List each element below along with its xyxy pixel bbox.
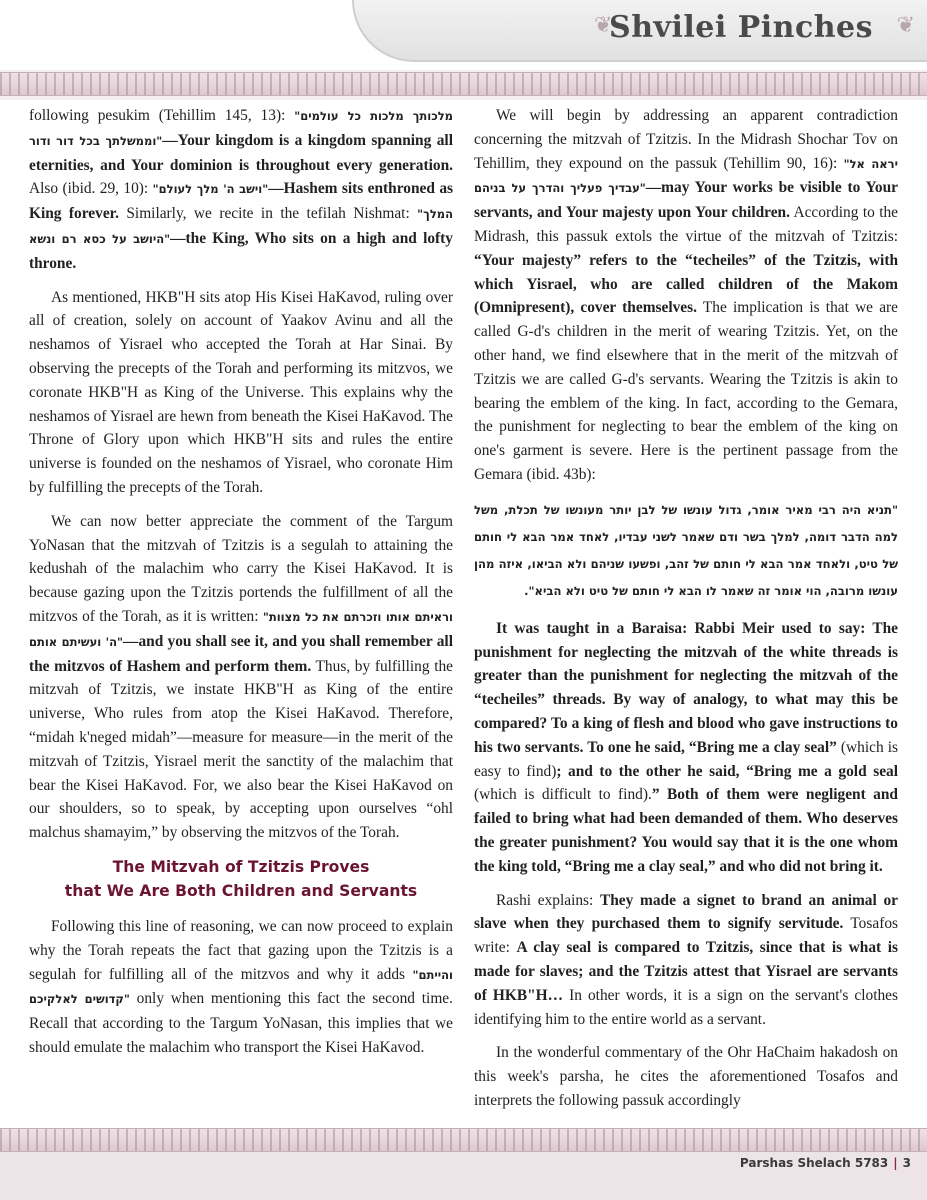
paragraph (474, 104, 898, 487)
title-plate (352, 0, 927, 62)
text-run: Also (ibid. 29, 10): (29, 180, 153, 198)
text-run: We can now better appreciate the comment of the Targum YoNasan that the mitzvah of Tzitzis is a segulah to attaining the kedushah of the malachim who carry the Kisei HaKavod. It is because gazing upon the Tzitzis portends the fulfillment of all the mitzvos of the Torah, as it is written: (29, 512, 453, 625)
bold-text: —and you shall see it, and you shall remember all the mitzvos of Hashem and perform them. (29, 632, 453, 675)
hebrew-text: "וראיתם אותו וזכרתם את (262, 609, 453, 624)
bold-text: —may Your works be visible to Your servants, and Your majesty upon Your children. (474, 179, 898, 222)
text-run: The implication is that we are called G-d's children in the merit of wearing Tzitzis. Yet, on the other hand, we find elsewhere that in the merit of the mitzvah of Tzitzis we are called G-d's servants. Wearing the Tzitzis is akin to bearing the emblem of the king. In fact, according to the Gemara, the punishment for neglecting to bear the emblem of the king on one's garment is severe. Here is the pertinent passage from the Gemara (ibid. 43b): (474, 299, 898, 483)
text-run: Similarly, we recite in the tefilah Nishmat: (118, 205, 418, 223)
paragraph (474, 617, 898, 879)
text-run: Following this line of reasoning, we can now proceed to explain why the Torah repeats the fact that gazing upon the Tzitzis is a segulah for fulfilling all of the mitzvos and why it adds (29, 917, 453, 983)
bold-text: —the King, Who sits on a high and lofty throne. (29, 229, 453, 272)
decorative-border-bottom (0, 1128, 927, 1152)
hebrew-text: "המלך היושב על כסא רם ונשא" (29, 207, 453, 246)
hebrew-text: "והייתם קדושים לאלקיכם" (29, 967, 453, 1007)
hebrew-text: "מלכותך מלכות כל עולמים (294, 109, 453, 123)
text-run: (which is easy to find) (474, 738, 898, 780)
ornament-icon: ❦ (896, 12, 915, 37)
text-run: Thus, by fulfilling the mitzvah of Tzitzis, we instate HKB"H as King of the entire universe, Who rules from atop the Kisei HaKavod. Therefore, “midah k'neged midah”—measure for measure—in the merit of the mitzvah of Tzitzis, Yisrael merit the sanctity of the malachim that bear the Kisei HaKavod. For, we also bear the Kisei HaKavod on our shoulders, so to speak, by accepting upon ourselves “ohl malchus shamayim,” by observing the mitzvos of the Torah. (29, 657, 453, 842)
page-footer (740, 1156, 911, 1170)
ornament-icon: ❦ (594, 12, 613, 37)
section-heading-line: that We Are Both Children and Servants (64, 881, 418, 900)
left-column (29, 104, 453, 1116)
right-column (474, 104, 898, 1116)
text-run: According to the Midrash, this passuk extols the virtue of the mitzvah of Tzitzis: (474, 204, 898, 245)
paragraph (29, 510, 453, 845)
paragraph: In the wonderful commentary of the Ohr HaChaim hakadosh on this week's parsha, he cites the aforementioned Tosafos and interprets the following passuk accordingly (474, 1044, 898, 1109)
hebrew-text: וממשלתך בכל דור ודור" (29, 133, 163, 148)
paragraph (474, 889, 898, 1032)
text-run: (which is difficult to find). (474, 786, 652, 804)
text-run: only when mentioning this fact the second time. Recall that according to the Targum YoNasan, this implies that we should emulate the malachim who transport the Kisei HaKavod. (29, 990, 453, 1056)
bold-text: ; and to the other he said, “Bring me a gold seal (556, 762, 898, 780)
hebrew-text: כל מצוות ה' ועשיתם אותם" (29, 609, 319, 649)
page-title: Shvilei Pinches (609, 10, 873, 45)
paragraph (29, 915, 453, 1060)
issue-name: Parshas Shelach 5783 (739, 1156, 889, 1170)
page-number: 3 (902, 1156, 911, 1170)
section-heading-line: The Mitzvah of Tzitzis Proves (112, 857, 370, 876)
hebrew-quote: "תניא היה רבי מאיר אומר, גדול עונשו של לבן יותר מעונשו של תכלת, משל למה הדבר דומה, למלך בשר ודם שאמר לשני עבדיו, לאחד אמר הבא לי חותם של טיט, ולאחד אמר הבא לי חותם של זהב, ופשעו שניהם ולא הביאו, איזה מהן עונשו מרובה, הוי אומר זה שאמר לו הבא לי חותם של טיט ולא הביא". (474, 502, 898, 598)
section-heading (29, 855, 453, 903)
text-run: In other words, it is a sign on the servant's clothes identifying him to the entire world as a servant. (474, 986, 898, 1028)
footer-separator: | (893, 1156, 898, 1170)
hebrew-text: "וישב ה' מלך לעולם" (152, 182, 269, 197)
bold-text: It was taught in a Baraisa: Rabbi Meir used to say: The punishment for neglecting the mitzvah of the white threads is greater than the punishment for neglecting the mitzvah of the “techeiles” threads. By way of analogy, to what may this be compared? To a king of flesh and blood who gave instructions to his two servants. To one he said, “Bring me a clay seal” (474, 619, 898, 756)
paragraph: As mentioned, HKB"H sits atop His Kisei HaKavod, ruling over all of creation, solely on account of Yaakov Avinu and all the neshamos of Yisrael who accepted the Torah at Har Sinai. By observing the precepts of the Torah and performing its mitzvos, we coronate HKB"H as King of the Universe. This explains why the neshamos of Yisrael are hewn from beneath the Kisei HaKavod. The Throne of Glory upon which HKB"H sits and rules the entire universe is founded on the neshamos of Yisrael, who coronate Him by fulfilling the precepts of the Torah. (29, 288, 453, 496)
paragraph (29, 104, 453, 276)
bold-text: —Hashem sits enthroned as King forever. (29, 180, 453, 223)
text-run: We will begin by addressing an apparent contradiction concerning the mitzvah of Tzitzis. In the Midrash Shochar Tov on Tehillim, they expound on the passuk (Tehillim 90, 16): (474, 107, 898, 172)
hebrew-text: עבדיך פעליך והדרך על בניהם" (474, 181, 646, 196)
hebrew-text: "יראה אל (843, 156, 898, 171)
bold-text: ” Both of them were negligent and failed to bring what had been demanded of them. Who deserves the greater punishment? You would say that it is the one whom the king told, “Bring me a clay seal,” and who did not bring it. (474, 786, 898, 875)
decorative-border-top (0, 72, 927, 96)
text-run: Tosafos write: (474, 915, 898, 957)
bold-text: They made a signet to brand an animal or slave when they purchased them to signify servitude. (474, 891, 898, 933)
bold-text: —Your kingdom is a kingdom spanning all eternities, and Your dominion is throughout every generation. (29, 131, 453, 174)
text-run: following pesukim (Tehillim 145, 13): (29, 107, 295, 124)
text-run: Rashi explains: (496, 891, 600, 909)
bold-text: A clay seal is compared to Tzitzis, since that is what is made for slaves; and the Tzitzis attest that Yisrael are servants of HKB"H… (474, 939, 898, 1004)
bold-text: “Your majesty” refers to the “techeiles” of the Tzitzis, with which Yisrael, who are called children of the Makom (Omnipresent), cover themselves. (474, 251, 898, 317)
